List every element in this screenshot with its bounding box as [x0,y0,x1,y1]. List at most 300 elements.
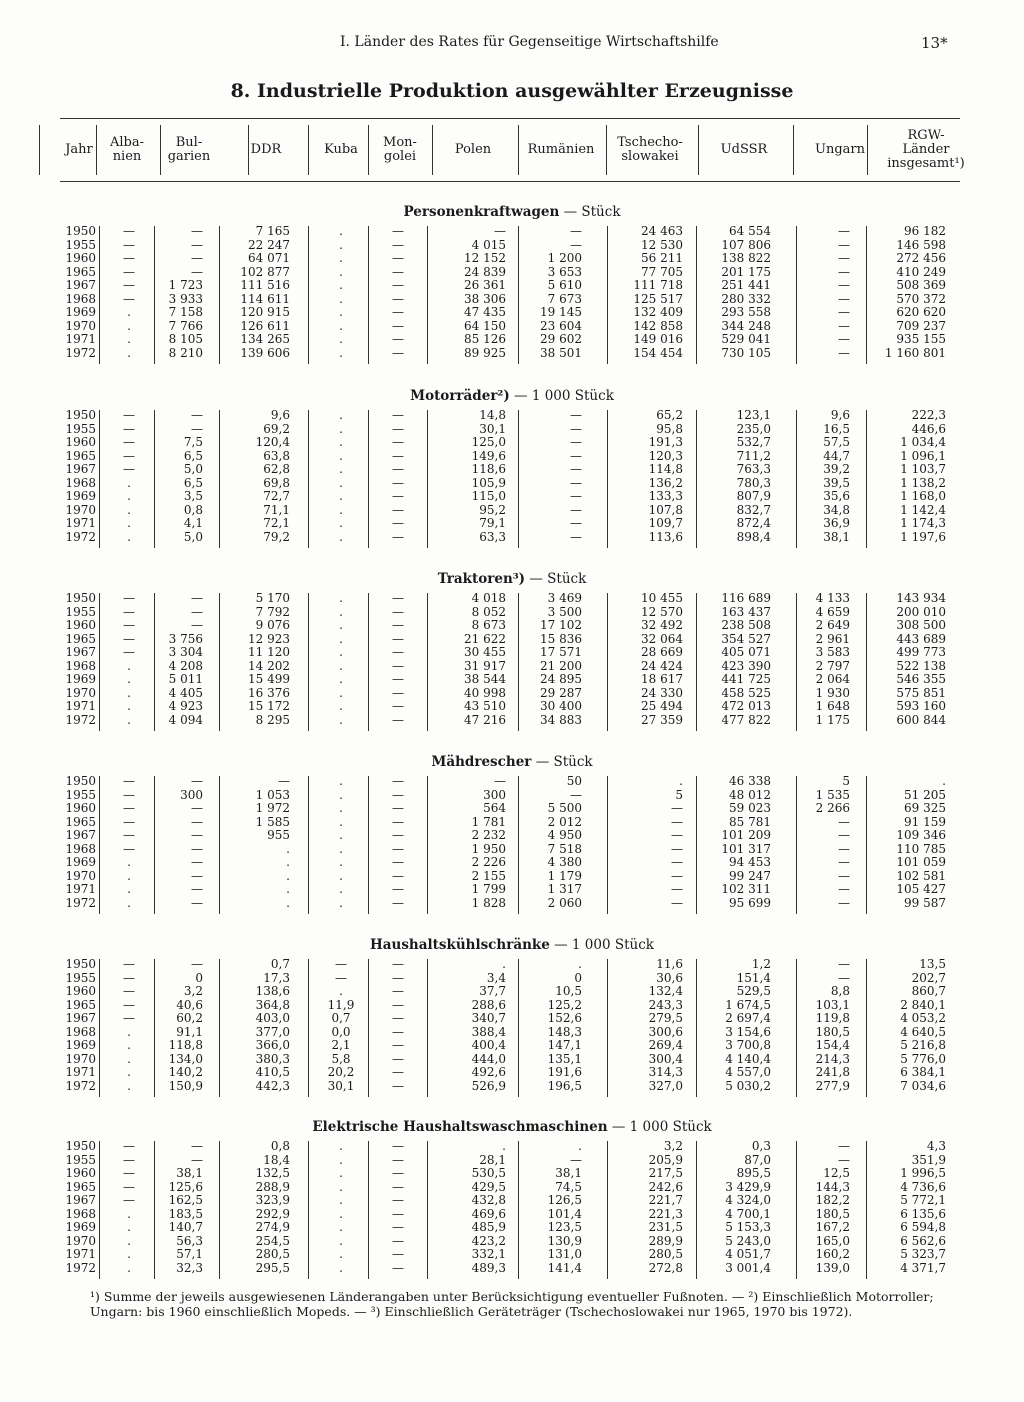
table-cell: 3,5 [183,489,203,504]
section-title [0,1119,1024,1135]
column-separator [518,593,519,731]
table-cell: 895,5 [736,1166,771,1181]
table-cell: 0,7 [270,957,290,971]
table-cell: 103,1 [815,997,850,1012]
column-separator [427,593,428,731]
table-cell: . [339,332,343,347]
table-cell: 730 105 [721,345,771,360]
table-cell: 147,1 [547,1038,582,1053]
table-cell: 5,0 [183,529,203,544]
table-cell: 1 096,1 [900,448,946,463]
table-cell: — [335,957,347,971]
table-cell: 134 265 [240,332,290,347]
table-cell: . [339,1233,343,1248]
table-cell: 6,5 [183,448,203,463]
table-cell: 1 950 [471,841,506,856]
table-cell: 18 617 [641,672,683,687]
table-cell: 300,4 [648,1051,683,1066]
table-cell: 27 359 [641,712,683,727]
table-cell: — [570,224,582,238]
table-cell: — [123,278,135,293]
section-unit: — 1 000 Stück [514,388,614,404]
table-cell: — [392,1078,404,1093]
table-cell: 135,1 [547,1051,582,1066]
table-cell: 17,3 [263,970,290,985]
table-cell: 7,5 [183,435,203,450]
table-cell: . [578,1139,582,1153]
table-cell: — [191,604,203,619]
table-cell: 28 669 [641,645,683,660]
year-cell: 1950 [65,591,96,605]
table-cell: 111 718 [633,278,683,293]
table-cell: 43 510 [464,699,506,714]
section-product: Elektrische Haushaltswaschmaschinen [312,1119,608,1135]
table-cell: . [339,489,343,504]
column-header-text: Polen [454,142,492,157]
table-cell: 95,2 [479,502,506,517]
table-cell: 221,7 [648,1193,683,1208]
table-cell: 377,0 [255,1024,290,1039]
table-cell: 16 376 [248,685,290,700]
table-cell: 120,3 [648,448,683,463]
table-cell: . [339,645,343,660]
table-cell: — [392,1233,404,1248]
table-cell: 400,4 [471,1038,506,1053]
table-cell: 6 135,6 [900,1206,946,1221]
table-cell: 18,4 [263,1152,290,1167]
table-cell: 231,5 [648,1220,683,1235]
year-cell: 1960 [65,435,96,450]
section-title [0,754,1024,770]
table-cell: 34 883 [540,712,582,727]
table-cell: — [392,1065,404,1080]
column-header-text: DDR [250,142,282,157]
column-header-text: Jahr [65,142,93,157]
column-separator [518,1141,519,1279]
column-header-cell [158,119,220,181]
table-cell: — [392,1139,404,1153]
table-cell: — [392,502,404,517]
table-cell: — [335,970,347,985]
table-cell: 50 [566,774,582,788]
table-cell: — [392,305,404,320]
table-cell: 95 699 [729,895,771,910]
column-header-cell [604,119,696,181]
year-cell: 1950 [65,774,96,788]
table-cell: 1 585 [255,814,290,829]
table-cell: . [286,868,290,883]
table-cell: 38 306 [464,291,506,306]
table-cell: . [127,1233,131,1248]
column-separator [219,959,220,1097]
table-cell: 1 930 [815,685,850,700]
table-cell: . [502,1139,506,1153]
table-cell: . [127,529,131,544]
year-cell: 1967 [65,462,96,477]
table-cell: 180,5 [815,1206,850,1221]
table-cell: 7 766 [168,318,203,333]
table-cell: 116 689 [721,591,771,605]
column-separator [696,1141,697,1279]
table-cell: — [392,345,404,360]
table-cell: 214,3 [815,1051,850,1066]
table-cell: 200 010 [896,604,946,619]
section-unit: — Stück [529,571,587,587]
table-cell: 423 390 [721,658,771,673]
table-cell: 6 384,1 [900,1065,946,1080]
table-cell: 91 159 [904,814,946,829]
table-cell: 63,8 [263,448,290,463]
table-cell: — [838,264,850,279]
table-cell: — [392,1166,404,1181]
column-separator [796,776,797,914]
table-cell: — [392,1024,404,1039]
table-cell: . [127,1260,131,1275]
table-cell: 101,4 [547,1206,582,1221]
table-cell: 132,5 [255,1166,290,1181]
year-cell: 1965 [65,1179,96,1194]
table-cell: 37,7 [479,984,506,999]
table-cell: 1 175 [815,712,850,727]
table-cell: 79,1 [479,516,506,531]
year-cell: 1970 [65,1233,96,1248]
table-cell: 64 071 [248,251,290,266]
table-cell: 5 [842,774,850,788]
table-cell: — [838,318,850,333]
table-cell: 4 015 [471,237,506,252]
table-cell: 432,8 [471,1193,506,1208]
table-cell: . [127,1220,131,1235]
table-cell: 5 170 [255,591,290,605]
table-cell: 21 622 [464,631,506,646]
table-cell: — [570,787,582,802]
table-cell: 196,5 [547,1078,582,1093]
table-cell: — [570,421,582,436]
column-separator [154,410,155,548]
table-cell: 95,8 [656,421,683,436]
table-cell: 72,7 [263,489,290,504]
column-separator [219,593,220,731]
table-cell: 201 175 [721,264,771,279]
table-cell: 366,0 [255,1038,290,1053]
table-cell: 217,5 [648,1166,683,1181]
table-cell: 0,7 [331,1011,351,1026]
column-separator [368,410,369,548]
table-cell: — [838,868,850,883]
table-cell: — [838,970,850,985]
section-product: Traktoren³) [437,571,526,587]
table-cell: 1 103,7 [900,462,946,477]
table-cell: 12 530 [641,237,683,252]
section-title [0,937,1024,953]
table-cell: 2 797 [815,658,850,673]
table-cell: — [392,1220,404,1235]
table-cell: — [392,529,404,544]
table-cell: 120,4 [255,435,290,450]
table-cell: — [191,224,203,238]
year-cell: 1972 [65,345,96,360]
table-cell: 1 138,2 [900,475,946,490]
table-cell: — [392,957,404,971]
table-cell: 295,5 [255,1260,290,1275]
column-separator [308,410,309,548]
table-cell: . [339,1166,343,1181]
table-cell: 280,5 [648,1247,683,1262]
column-header-text: Kuba [324,142,358,157]
table-cell: 38,1 [176,1166,203,1181]
table-cell: 17 102 [540,618,582,633]
table-cell: 272,8 [648,1260,683,1275]
table-cell: — [494,774,506,788]
table-cell: 107,8 [648,502,683,517]
table-cell: 280 332 [721,291,771,306]
table-cell: 711,2 [736,448,771,463]
running-head [0,34,1024,54]
table-cell: 30,1 [479,421,506,436]
table-cell: 101 059 [896,855,946,870]
table-cell: — [671,841,683,856]
column-separator [308,1141,309,1279]
table-cell: 32 492 [641,618,683,633]
table-cell: 2 064 [815,672,850,687]
table-cell: . [127,332,131,347]
table-cell: — [191,421,203,436]
table-cell: . [339,462,343,477]
table-cell: . [339,1139,343,1153]
section-product: Haushaltskühlschränke [370,937,550,953]
table-cell: . [339,604,343,619]
table-cell: 64 554 [729,224,771,238]
table-cell: 46 338 [729,774,771,788]
table-cell: 47 435 [464,305,506,320]
table-cell: 2 012 [547,814,582,829]
table-cell: 11 120 [248,645,290,660]
table-cell: 292,9 [255,1206,290,1221]
table-cell: 364,8 [255,997,290,1012]
table-cell: 132 409 [633,305,683,320]
table-cell: — [392,1260,404,1275]
table-cell: — [123,448,135,463]
column-separator [796,593,797,731]
table-cell: 24 839 [464,264,506,279]
table-cell: . [127,868,131,883]
table-cell: 2 266 [815,801,850,816]
table-cell: — [123,291,135,306]
column-separator [696,226,697,364]
table-cell: 4 659 [815,604,850,619]
table-cell: — [123,631,135,646]
column-separator [99,410,100,548]
table-cell: — [494,224,506,238]
column-separator [154,776,155,914]
table-cell: 0 [574,970,582,985]
table-cell: 29 602 [540,332,582,347]
table-cell: 288,9 [255,1179,290,1194]
table-cell: 149 016 [633,332,683,347]
column-separator [796,959,797,1097]
table-cell: 2 226 [471,855,506,870]
year-cell: 1969 [65,855,96,870]
table-cell: 780,3 [736,475,771,490]
table-cell: 600 844 [896,712,946,727]
table-cell: 139,0 [815,1260,850,1275]
table-cell: . [127,1051,131,1066]
table-cell: 11,6 [656,957,683,971]
year-cell: 1965 [65,631,96,646]
table-cell: 1 179 [547,868,582,883]
table-cell: — [392,814,404,829]
table-cell: 123,5 [547,1220,582,1235]
table-cell: — [123,645,135,660]
table-cell: — [671,801,683,816]
table-cell: 332,1 [471,1247,506,1262]
table-cell: . [339,841,343,856]
table-cell: 1 674,5 [725,997,771,1012]
table-cell: 114,8 [648,462,683,477]
table-cell: 2 840,1 [900,997,946,1012]
column-separator [866,776,867,914]
column-separator [99,776,100,914]
table-cell: 4 557,0 [725,1065,771,1080]
table-cell: 44,7 [823,448,850,463]
table-cell: 1 972 [255,801,290,816]
table-cell: 15 499 [248,672,290,687]
table-cell: 489,3 [471,1260,506,1275]
table-cell: 872,4 [736,516,771,531]
column-separator [427,959,428,1097]
table-cell: — [191,882,203,897]
table-cell: 235,0 [736,421,771,436]
table-cell: — [671,814,683,829]
column-header-text: Rumänien [527,142,595,157]
table-cell: 12 152 [464,251,506,266]
table-cell: 63,3 [479,529,506,544]
column-separator [308,226,309,364]
table-cell: 136,2 [648,475,683,490]
table-cell: 154,4 [815,1038,850,1053]
table-cell: 85 126 [464,332,506,347]
table-cell: 15 836 [540,631,582,646]
table-cell: — [392,1247,404,1262]
table-cell: 3 700,8 [725,1038,771,1053]
table-cell: 20,2 [327,1065,355,1080]
table-cell: . [339,618,343,633]
year-cell: 1969 [65,1038,96,1053]
column-separator [796,226,797,364]
year-cell: 1955 [65,604,96,619]
table-cell: 3 154,6 [725,1024,771,1039]
year-cell: 1955 [65,970,96,985]
table-cell: 221,3 [648,1206,683,1221]
table-cell: 138 822 [721,251,771,266]
table-cell: 508 369 [896,278,946,293]
table-cell: 89 925 [464,345,506,360]
table-cell: 30,6 [656,970,683,985]
column-separator [432,125,433,175]
table-cell: 546 355 [896,672,946,687]
column-header-text: garien [167,149,211,164]
table-cell: — [671,855,683,870]
table-cell: 526,9 [471,1078,506,1093]
table-cell: 5 153,3 [725,1220,771,1235]
table-cell: 1 053 [255,787,290,802]
table-cell: — [123,1139,135,1153]
table-cell: 36,9 [823,516,850,531]
table-cell: — [191,868,203,883]
table-cell: 183,5 [168,1206,203,1221]
section-title [0,388,1024,404]
table-cell: — [570,489,582,504]
table-cell: — [570,502,582,517]
table-cell: — [392,984,404,999]
table-cell: 4 640,5 [900,1024,946,1039]
table-cell: 4 923 [168,699,203,714]
column-separator [518,959,519,1097]
table-cell: — [392,489,404,504]
table-cell: — [392,970,404,985]
column-separator [796,1141,797,1279]
table-cell: 17 571 [540,645,582,660]
table-cell: 3 500 [547,604,582,619]
year-cell: 1950 [65,957,96,971]
column-separator [96,125,97,175]
table-cell: — [838,895,850,910]
table-cell: 323,9 [255,1193,290,1208]
column-separator [793,125,794,175]
table-cell: — [392,448,404,463]
column-header-text: insgesamt¹) [887,156,965,171]
table-cell: 254,5 [255,1233,290,1248]
table-cell: — [392,841,404,856]
table-cell: — [123,1152,135,1167]
year-cell: 1968 [65,291,96,306]
table-cell: 23 604 [540,318,582,333]
table-cell: 107 806 [721,237,771,252]
table-cell: . [339,1152,343,1167]
column-header-cell [60,119,98,181]
column-header-cell [428,119,518,181]
year-cell: 1965 [65,814,96,829]
table-cell: 126,5 [547,1193,582,1208]
table-cell: . [127,1024,131,1039]
table-cell: . [286,882,290,897]
table-cell: . [578,957,582,971]
table-cell: 4 208 [168,658,203,673]
column-header-cell [888,119,964,181]
table-cell: — [123,591,135,605]
table-cell: 7 518 [547,841,582,856]
table-cell: — [123,251,135,266]
table-cell: 85 781 [729,814,771,829]
column-separator [518,410,519,548]
table-cell: . [942,774,946,788]
table-cell: 300 [483,787,506,802]
table-cell: . [339,868,343,883]
table-cell: 0,8 [183,502,203,517]
table-cell: 8,8 [830,984,850,999]
table-cell: — [392,516,404,531]
table-cell: 139 606 [240,345,290,360]
table-cell: 148,3 [547,1024,582,1039]
table-cell: 24 424 [641,658,683,673]
table-cell: 300,6 [648,1024,683,1039]
table-cell: 7 158 [168,305,203,320]
column-separator [248,125,249,175]
year-cell: 1970 [65,868,96,883]
table-cell: — [570,237,582,252]
table-cell: . [339,264,343,279]
table-cell: — [392,435,404,450]
